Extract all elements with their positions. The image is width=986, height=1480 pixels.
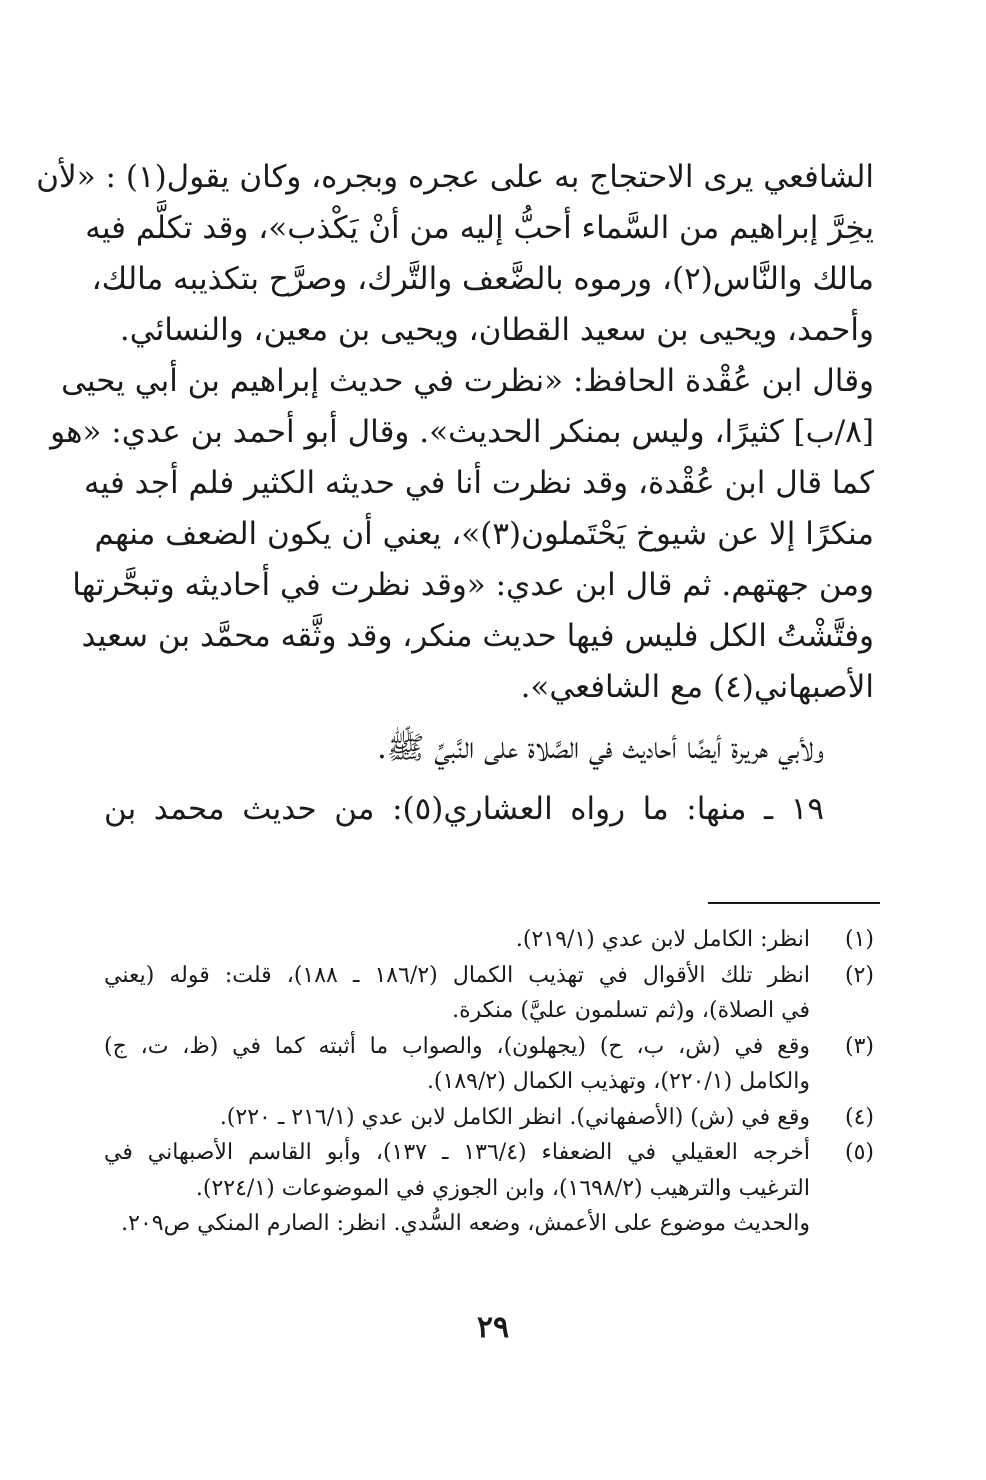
footnote-line: أخرجه العقيلي في الضعفاء (١٣٦/٤ ـ ١٣٧)، وأبو القاسم الأصبهاني في <box>104 1140 810 1165</box>
footnote-5-continuation <box>104 1206 874 1242</box>
body-line: الأصبهاني(٤) مع الشافعي». <box>520 669 874 705</box>
footnote-line: انظر: الكامل لابن عدي (٢١٩/١). <box>515 927 810 952</box>
footnote-line: الترغيب والترهيب (١٦٩٨/٢)، وابن الجوزي في الموضوعات (٢٢٤/١). <box>195 1175 810 1201</box>
footnote-line: انظر تلك الأقوال في تهذيب الكمال (١٨٦/٢ ـ ١٨٨)، قلت: قوله (يعني <box>104 962 811 988</box>
footnote-number: (٣) <box>844 1033 874 1059</box>
page-number: ٢٩ <box>476 1310 510 1345</box>
body-line: وأحمد، ويحيى بن سعيد القطان، ويحيى بن معين، والنسائي. <box>119 312 874 348</box>
body-line: يخِرَّ إبراهيم من السَّماء أحبُّ إليه من أنْ يَكْذب»، وقد تكلَّم فيه <box>85 210 874 246</box>
hadith-19-heading: ١٩ ـ منها: ما رواه العشاري(٥): من حديث محمد بن <box>104 791 824 827</box>
footnote-number: (٤) <box>844 1104 874 1130</box>
footnote-5 <box>104 1135 874 1206</box>
body-line: منكرًا إلا عن شيوخ يَحْتَملون(٣)»، يعني أن يكون الضعف منهم <box>94 516 874 552</box>
body-line: وقال ابن عُقْدة الحافظ: «نظرت في حديث إبراهيم بن أبي يحيى <box>61 363 874 399</box>
footnote-line: والحديث موضوع على الأعمش، وضعه السُّدي. انظر: الصارم المنكي ص٢٠٩. <box>121 1211 810 1236</box>
body-line: [٨/ب] كثيرًا، وليس بمنكر الحديث». وقال أبو أحمد بن عدي: «هو <box>50 414 874 450</box>
body-line: مالك والنَّاس(٢)، ورموه بالضَّعف والتَّرك، وصرَّح بتكذيبه مالك، <box>91 261 874 297</box>
footnote-divider <box>708 902 880 904</box>
footnote-line: والكامل (٢٢٠/١)، وتهذيب الكمال (١٨٩/٢). <box>426 1069 810 1094</box>
footnote-1 <box>104 922 874 958</box>
footnote-line: في الصلاة)، و(ثم تسلمون عليَّ) منكرة. <box>452 998 810 1023</box>
footnote-2 <box>104 958 874 1029</box>
footnote-number: (٥) <box>844 1140 874 1165</box>
footnote-4 <box>104 1100 874 1136</box>
body-line: ومن جهتهم. ثم قال ابن عدي: «وقد نظرت في أحاديثه وتبحَّرتها <box>72 567 874 603</box>
footnote-3 <box>104 1029 874 1100</box>
footnote-line: وقع في (ش، ب، ح) (يجهلون)، والصواب ما أثبته كما في (ظ، ت، ج) <box>104 1033 810 1059</box>
body-line: وفتَّشْتُ الكل فليس فيها حديث منكر، وقد وثَّقه محمَّد بن سعيد <box>81 618 874 654</box>
paragraph-prophet: ولأبي هريرة أيضًا أحاديث في الصَّلاة على النَّبيِّ ﷺ. <box>377 730 824 766</box>
main-text <box>36 152 874 835</box>
body-line: الشافعي يرى الاحتجاج به على عجره وبجره، وكان يقول(١) : «لأن <box>36 159 874 195</box>
body-line: كما قال ابن عُقْدة، وقد نظرت أنا في حديثه الكثير فلم أجد فيه <box>83 465 874 501</box>
footnote-line: وقع في (ش) (الأصفهاني). انظر الكامل لابن عدي (٢١٦/١ ـ ٢٢٠). <box>219 1104 810 1130</box>
footnotes <box>104 922 874 1242</box>
footnote-number: (١) <box>844 927 874 952</box>
footnote-number: (٢) <box>844 962 874 988</box>
